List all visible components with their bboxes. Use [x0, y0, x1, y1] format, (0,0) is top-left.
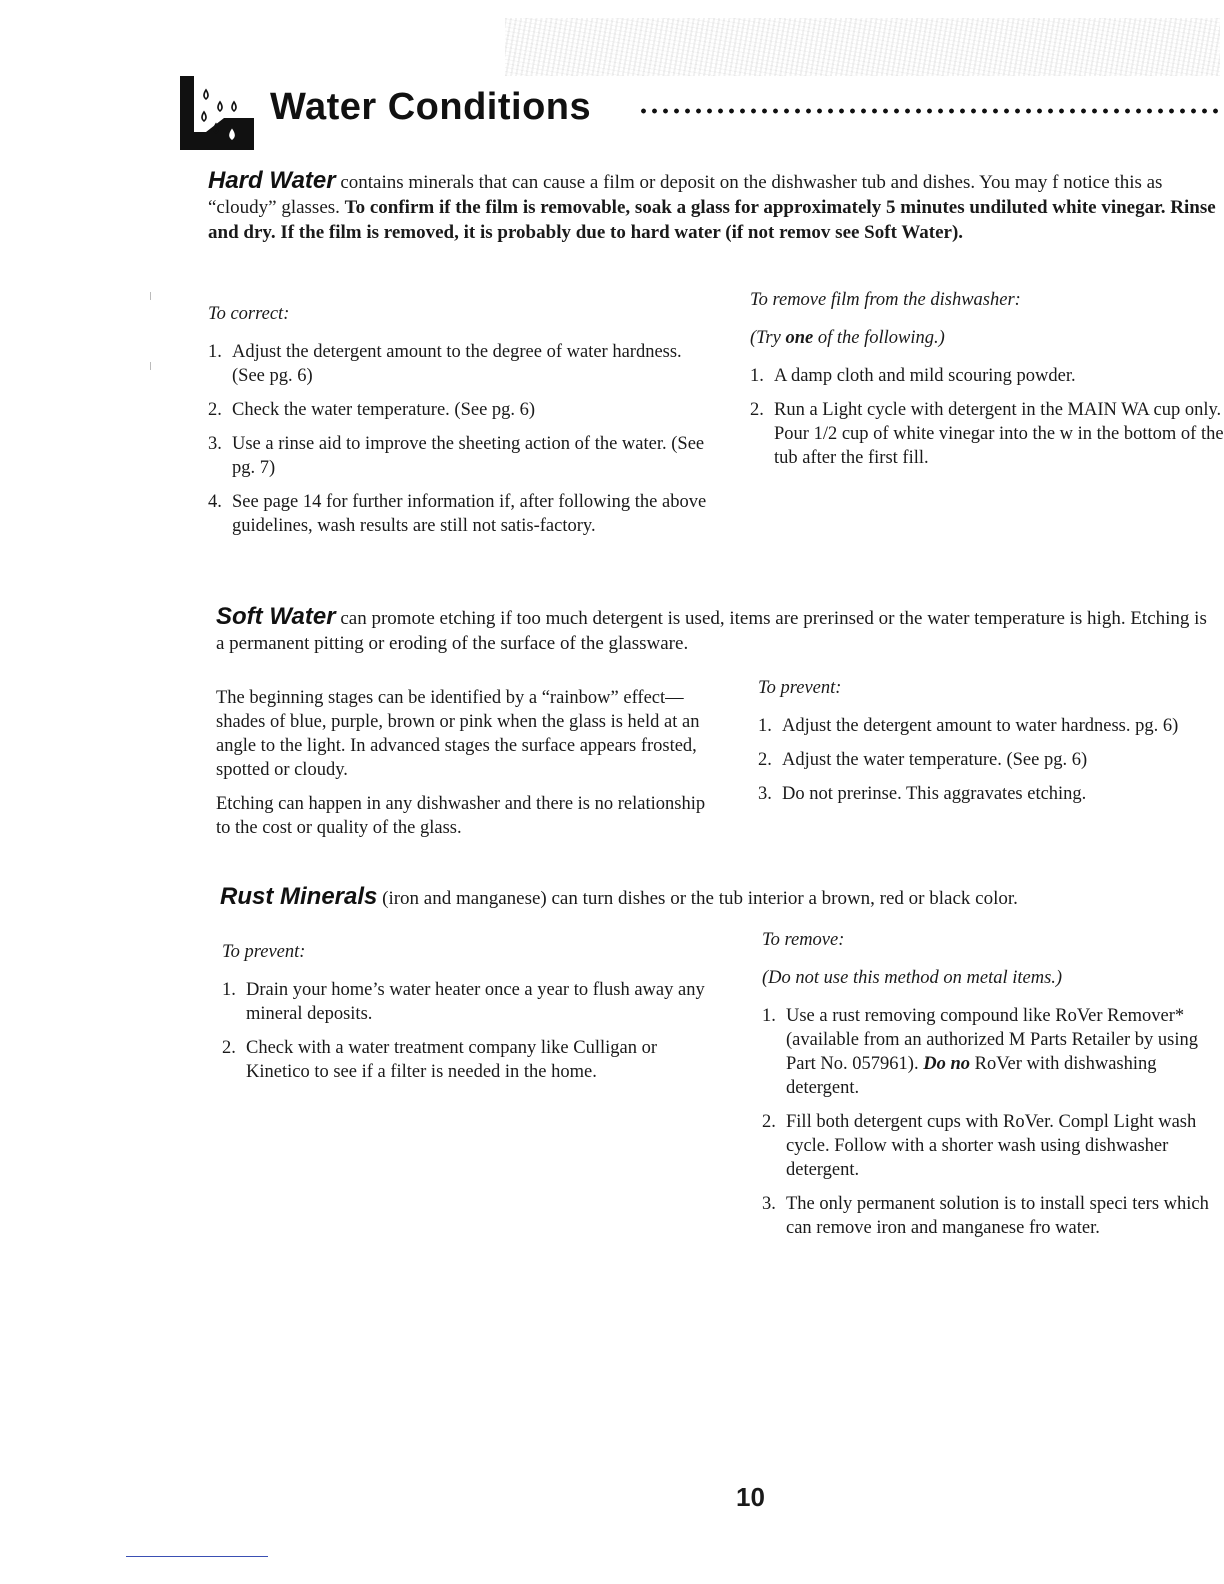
prevent-caption: To prevent: — [758, 678, 842, 698]
soft-water-intro — [216, 604, 1216, 656]
footnote-rule — [126, 1556, 268, 1557]
list-item: 1. A damp cloth and mild scouring powder. — [750, 366, 1076, 386]
title-leader-dots — [638, 106, 1224, 116]
scan-mark — [150, 292, 151, 300]
rust-minerals-remove — [762, 928, 1216, 1250]
page-number: 10 — [736, 1482, 765, 1512]
hard-water-correct — [208, 302, 708, 548]
soft-water-intro-text: can promote etching if too much detergent is used, items are prerinsed or the water temperature is high. Etching is a permanent pitting or eroding of the surface of the glassware. — [216, 608, 1207, 654]
list-item: 4. See page 14 for further information if, after following the above guidelines, wash results are still not satis-factory. — [208, 492, 707, 536]
list-item: 2. Check the water temperature. (See pg. 6) — [208, 400, 536, 420]
prevent-caption: To prevent: — [222, 942, 306, 962]
remove-caption: To remove: — [762, 930, 845, 950]
list-item: 3. Use a rinse aid to improve the sheeting action of the water. (See pg. 7) — [208, 434, 705, 478]
list-item: 1. Adjust the detergent amount to the degree of water hardness. (See pg. 6) — [208, 342, 682, 386]
scan-mark — [150, 362, 151, 370]
list-item: 1. Use a rust removing compound like RoVer Remover* (available from an authorized M Parts Retailer by using Part No. 057961). Do no RoVer with dishwashing detergent. — [762, 1006, 1199, 1098]
hard-water-intro — [208, 168, 1224, 245]
remove-note: (Do not use this method on metal items.) — [762, 968, 1063, 988]
list-item: 2. Fill both detergent cups with RoVer. Compl Light wash cycle. Follow with a shorter wash using dishwasher detergent. — [762, 1112, 1197, 1180]
try-one-note: (Try one of the following.) — [750, 328, 945, 348]
hard-water-intro-bold: To confirm if the film is removable, soak a glass for approximately 5 minutes undiluted white vinegar. Rinse and dry. If the film is removed, it is probably due to hard water (if not remov see Soft Water). — [208, 197, 1216, 243]
page-title: Water Conditions — [270, 86, 592, 128]
remove-film-caption: To remove film from the dishwasher: — [750, 290, 1021, 310]
list-item: 1. Drain your home’s water heater once a year to flush away any mineral deposits. — [222, 980, 705, 1024]
rust-minerals-heading: Rust Minerals — [220, 883, 378, 910]
soft-water-paragraph: Etching can happen in any dishwasher and there is no relationship to the cost or quality of the glass. — [216, 794, 706, 838]
list-item: 1. Adjust the detergent amount to water hardness. pg. 6) — [758, 716, 1179, 736]
soft-water-paragraph: The beginning stages can be identified by a “rainbow” effect— shades of blue, purple, brown or pink when the glass is held at an angle to the light. In advanced stages the surface appears frosted, spotted or cloudy. — [216, 688, 700, 780]
hard-water-remove-film — [750, 288, 1224, 480]
list-item: 3. The only permanent solution is to install speci ters which can remove iron and manganese fro water. — [762, 1194, 1209, 1238]
hard-water-intro-plain: contains minerals that can cause a film or deposit on the dishwasher tub and dishes. You may f notice this as “cloudy” glasses. — [208, 172, 1163, 218]
list-item: 3. Do not prerinse. This aggravates etching. — [758, 784, 1087, 804]
soft-water-prevent — [758, 676, 1220, 816]
soft-water-description — [216, 686, 712, 850]
list-item: 2. Adjust the water temperature. (See pg. 6) — [758, 750, 1088, 770]
scan-noise-band — [505, 18, 1220, 76]
rust-minerals-prevent — [222, 940, 716, 1094]
soft-water-heading: Soft Water — [216, 603, 336, 630]
correct-caption: To correct: — [208, 304, 290, 324]
water-drops-icon — [176, 72, 258, 154]
rust-minerals-intro-text: (iron and manganese) can turn dishes or the tub interior a brown, red or black color. — [382, 888, 1018, 909]
list-item: 2. Check with a water treatment company like Culligan or Kinetico to see if a filter is needed in the home. — [222, 1038, 657, 1082]
hard-water-heading: Hard Water — [208, 167, 336, 194]
list-item: 2. Run a Light cycle with detergent in the MAIN WA cup only. Pour 1/2 cup of white vinegar into the w in the bottom of the tub after the first fill. — [750, 400, 1224, 468]
page-header — [176, 72, 1224, 162]
rust-minerals-intro — [220, 884, 1220, 911]
